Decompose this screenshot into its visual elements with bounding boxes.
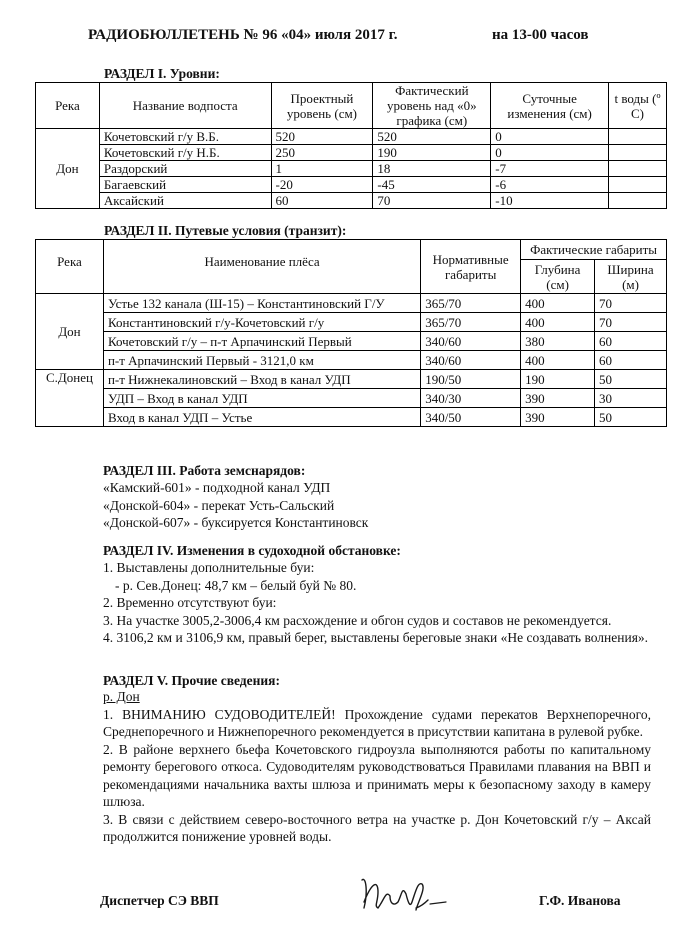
list-item: 1. Выставлены дополнительные буи: <box>103 560 315 575</box>
table-row <box>36 351 667 370</box>
project-level: 60 <box>271 193 373 209</box>
actual-level: 190 <box>373 145 491 161</box>
col-water-temp: t воды (º С) <box>609 83 667 129</box>
list-item: - р. Сев.Донец: 48,7 км – белый буй № 80. <box>115 577 357 593</box>
list-item: «Донской-607» - буксируется Константиновск <box>103 515 369 530</box>
depth: 390 <box>521 408 595 427</box>
table-row <box>36 389 667 408</box>
post-name: Аксайский <box>99 193 271 209</box>
river-cell: С.Донец <box>36 370 104 427</box>
post-name: Кочетовский г/у В.Б. <box>99 129 271 145</box>
project-level: 520 <box>271 129 373 145</box>
norm-dims: 340/50 <box>421 408 521 427</box>
post-name: Кочетовский г/у Н.Б. <box>99 145 271 161</box>
levels-header-row <box>36 83 667 129</box>
reach-name: УДП – Вход в канал УДП <box>103 389 420 408</box>
route-table <box>35 239 667 427</box>
post-name: Багаевский <box>99 177 271 193</box>
signature-icon <box>356 872 456 922</box>
norm-dims: 190/50 <box>421 370 521 389</box>
actual-level: 18 <box>373 161 491 177</box>
col-river: Река <box>36 83 100 129</box>
water-temp <box>609 193 667 209</box>
table-row <box>36 177 667 193</box>
width: 30 <box>595 389 667 408</box>
water-temp <box>609 161 667 177</box>
post-name: Раздорский <box>99 161 271 177</box>
reach-name: Кочетовский г/у – п-т Арпачинский Первый <box>103 332 420 351</box>
project-level: 1 <box>271 161 373 177</box>
table-row <box>36 313 667 332</box>
daily-change: -6 <box>491 177 609 193</box>
water-temp <box>609 177 667 193</box>
col-project-level: Проектный уровень (см) <box>271 83 373 129</box>
reach-name: п-т Арпачинский Первый - 3121,0 км <box>103 351 420 370</box>
depth: 390 <box>521 389 595 408</box>
width: 60 <box>595 332 667 351</box>
river-cell: Дон <box>36 294 104 370</box>
norm-dims: 340/60 <box>421 351 521 370</box>
water-temp <box>609 145 667 161</box>
depth: 400 <box>521 351 595 370</box>
bulletin-title <box>88 27 589 44</box>
table-row <box>36 294 667 313</box>
col-river: Река <box>36 240 104 294</box>
river-cell: Дон <box>36 129 100 209</box>
table-row <box>36 332 667 351</box>
section3-heading: РАЗДЕЛ III. Работа земснарядов: <box>103 463 306 478</box>
actual-level: 70 <box>373 193 491 209</box>
col-actual-level: Фактический уровень над «0» графика (см) <box>373 83 491 129</box>
section5-heading: РАЗДЕЛ V. Прочие сведения: <box>103 673 280 688</box>
section2-heading: РАЗДЕЛ II. Путевые условия (транзит): <box>104 223 347 238</box>
project-level: 250 <box>271 145 373 161</box>
width: 70 <box>595 313 667 332</box>
list-item: «Камский-601» - подходной канал УДП <box>103 480 331 495</box>
list-item: 2. В районе верхнего бьефа Кочетовского гидроузла выполняются работы по капитальному ремонту берегового откоса. Судоводителям руководствоваться Правилами плавания на ВВП и рекомендациями начальника вахты шлюза и принимать меры к безопасному заходу в камеру шлюза. <box>103 741 651 809</box>
section4-body <box>103 559 649 647</box>
daily-change: 0 <box>491 145 609 161</box>
levels-table <box>35 82 667 209</box>
route-header-row <box>36 240 667 260</box>
col-post-name: Название водпоста <box>99 83 271 129</box>
daily-change: -7 <box>491 161 609 177</box>
bulletin-time: на 13-00 часов <box>492 27 589 43</box>
norm-dims: 340/60 <box>421 332 521 351</box>
river-label: р. Дон <box>103 689 140 704</box>
section1-heading: РАЗДЕЛ I. Уровни: <box>104 66 220 81</box>
depth: 380 <box>521 332 595 351</box>
table-row <box>36 408 667 427</box>
reach-name: п-т Нижнекалиновский – Вход в канал УДП <box>103 370 420 389</box>
daily-change: -10 <box>491 193 609 209</box>
col-actual-dims: Фактические габариты <box>521 240 667 260</box>
dispatcher-name: Г.Ф. Иванова <box>539 893 621 908</box>
col-reach: Наименование плёса <box>103 240 420 294</box>
reach-name: Константиновский г/у-Кочетовский г/у <box>103 313 420 332</box>
reach-name: Вход в канал УДП – Устье <box>103 408 420 427</box>
list-item: 4. 3106,2 км и 3106,9 км, правый берег, выставлены береговые знаки «Не создавать волнения». <box>103 630 649 645</box>
section5-body <box>103 688 651 846</box>
width: 60 <box>595 351 667 370</box>
dispatcher-position: Диспетчер СЭ ВВП <box>100 893 219 908</box>
table-row <box>36 161 667 177</box>
list-item: 3. В связи с действием северо-восточного ветра на участке р. Дон Кочетовский г/у – Аксай продолжится понижение уровней воды. <box>103 811 651 844</box>
reach-name: Устье 132 канала (Ш-15) – Константиновский Г/У <box>103 294 420 313</box>
section4-heading: РАЗДЕЛ IV. Изменения в судоходной обстановке: <box>103 543 401 558</box>
col-norm-dims: Нормативные габариты <box>421 240 521 294</box>
width: 50 <box>595 408 667 427</box>
table-row <box>36 145 667 161</box>
width: 50 <box>595 370 667 389</box>
col-width: Ширина (м) <box>595 260 667 294</box>
daily-change: 0 <box>491 129 609 145</box>
depth: 190 <box>521 370 595 389</box>
list-item: 1. ВНИМАНИЮ СУДОВОДИТЕЛЕЙ! Прохождение судами перекатов Верхнепоречного, Среднепоречного и Нижнепоречного рекомендуется в присутствии капитана в рулевой рубке. <box>103 706 651 739</box>
table-row <box>36 129 667 145</box>
width: 70 <box>595 294 667 313</box>
list-item: «Донской-604» - перекат Усть-Сальский <box>103 497 335 513</box>
depth: 400 <box>521 313 595 332</box>
list-item: 2. Временно отсутствуют буи: <box>103 595 277 610</box>
col-daily-change: Суточные изменения (см) <box>491 83 609 129</box>
dredger-list <box>103 479 368 532</box>
norm-dims: 365/70 <box>421 294 521 313</box>
project-level: -20 <box>271 177 373 193</box>
col-depth: Глубина (см) <box>521 260 595 294</box>
list-item: 3. На участке 3005,2-3006,4 км расхождение и обгон судов и составов не рекомендуется. <box>103 612 612 628</box>
norm-dims: 365/70 <box>421 313 521 332</box>
actual-level: 520 <box>373 129 491 145</box>
actual-level: -45 <box>373 177 491 193</box>
table-row <box>36 193 667 209</box>
water-temp <box>609 129 667 145</box>
bulletin-title-left: РАДИОБЮЛЛЕТЕНЬ № 96 «04» июля 2017 г. <box>88 27 398 43</box>
norm-dims: 340/30 <box>421 389 521 408</box>
table-row <box>36 370 667 389</box>
depth: 400 <box>521 294 595 313</box>
